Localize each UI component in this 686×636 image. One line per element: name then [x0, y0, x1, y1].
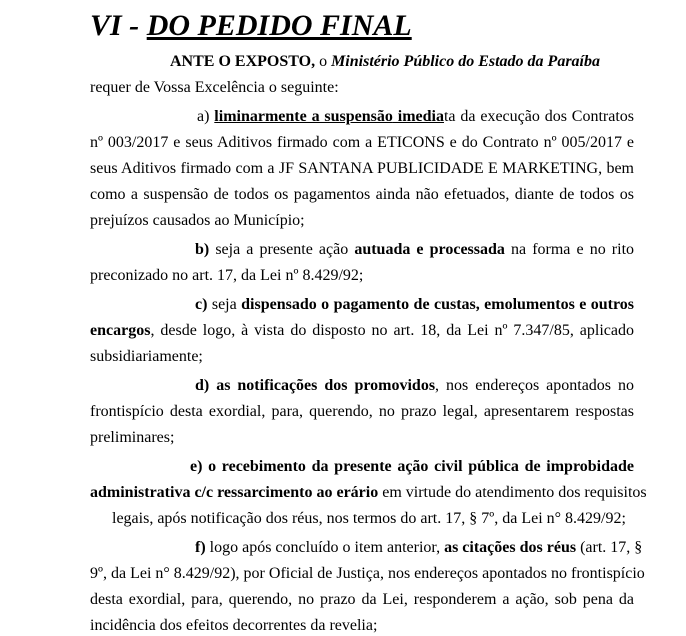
item-f-text: (art. 17, § [576, 539, 643, 556]
item-f-marker: f) [195, 539, 206, 556]
item-f-emphasis: as citações dos réus [444, 539, 577, 556]
item-a-line: seus Aditivos firmado com a JF SANTANA PUBLICIDADE E MARKETING, bem [90, 160, 634, 177]
item-f-line: desta exordial, para, querendo, no prazo da Lei, responderem a ação, sob pena da [90, 591, 634, 608]
item-b-line [195, 240, 634, 260]
item-a-marker: a) [197, 108, 215, 125]
item-d-text: , nos endereços apontados no [435, 377, 634, 394]
item-c-text: , desde logo, à vista do disposto no art. 18, da Lei nº 7.347/85, aplicado [150, 322, 634, 339]
item-c-emphasis: dispensado o pagamento de custas, emolumentos e outros [241, 296, 635, 313]
item-a-line [197, 107, 634, 127]
item-b-text: seja a presente ação [209, 241, 355, 258]
item-b-line: preconizado no art. 17, da Lei nº 8.429/92; [90, 267, 364, 284]
item-e-text: em virtude do atendimento dos requisitos [378, 484, 647, 501]
intro-lead: ANTE O EXPOSTO, [170, 53, 316, 70]
item-d-line [195, 376, 634, 396]
item-d-emphasis: d) as notificações dos promovidos [195, 377, 436, 394]
item-c-emphasis: encargos [90, 322, 151, 339]
item-f-line: 9º, da Lei n° 8.429/92), por Oficial de Justiça, nos endereços apontados no frontispício [90, 565, 645, 582]
item-a-text: ta da execução dos Contratos [443, 108, 634, 125]
item-a-emphasis: imedia [392, 108, 444, 125]
item-e-line [90, 483, 647, 503]
item-f-text: logo após concluído o item anterior, [205, 539, 445, 556]
intro-organ: Ministério Público do Estado da Paraíba [331, 53, 600, 70]
item-a-line: como a suspensão de todos os pagamentos ainda não efetuados, diante de todos os [90, 186, 634, 203]
item-f-line [195, 538, 643, 558]
item-a-emphasis: liminarmente a suspensão [214, 108, 393, 125]
item-c-line [90, 321, 634, 341]
item-b-marker: b) [195, 241, 210, 258]
item-c-marker: c) [195, 296, 208, 313]
intro-line: requer de Vossa Excelência o seguinte: [90, 79, 339, 96]
section-number: VI - [90, 9, 147, 42]
item-a-line: nº 003/2017 e seus Aditivos firmado com a ETICONS e do Contrato nº 005/2017 e [90, 134, 634, 151]
item-f-line: incidência dos efeitos decorrentes da revelia; [90, 617, 378, 634]
item-a-line: prejuízos causados ao Município; [90, 212, 305, 229]
section-heading [90, 8, 412, 44]
intro-text: o [315, 53, 332, 70]
section-title: DO PEDIDO FINAL [146, 9, 412, 42]
item-e-emphasis: e) o recebimento da presente ação civil pública de improbidade [190, 458, 634, 475]
item-d-line: preliminares; [90, 429, 175, 446]
item-b-emphasis: autuada e processada [354, 241, 505, 258]
item-c-line [195, 295, 634, 315]
item-c-text: seja [207, 296, 242, 313]
item-d-line: frontispício desta exordial, para, querendo, no prazo legal, apresentarem respostas [90, 403, 634, 420]
item-b-text: na forma e no rito [504, 241, 635, 258]
intro-paragraph [170, 52, 634, 72]
item-e-line: legais, após notificação dos réus, nos termos do art. 17, § 7º, da Lei n° 8.429/92; [112, 510, 626, 527]
item-c-line: subsidiariamente; [90, 348, 203, 365]
item-e-emphasis: administrativa c/c ressarcimento ao erário [90, 484, 379, 501]
